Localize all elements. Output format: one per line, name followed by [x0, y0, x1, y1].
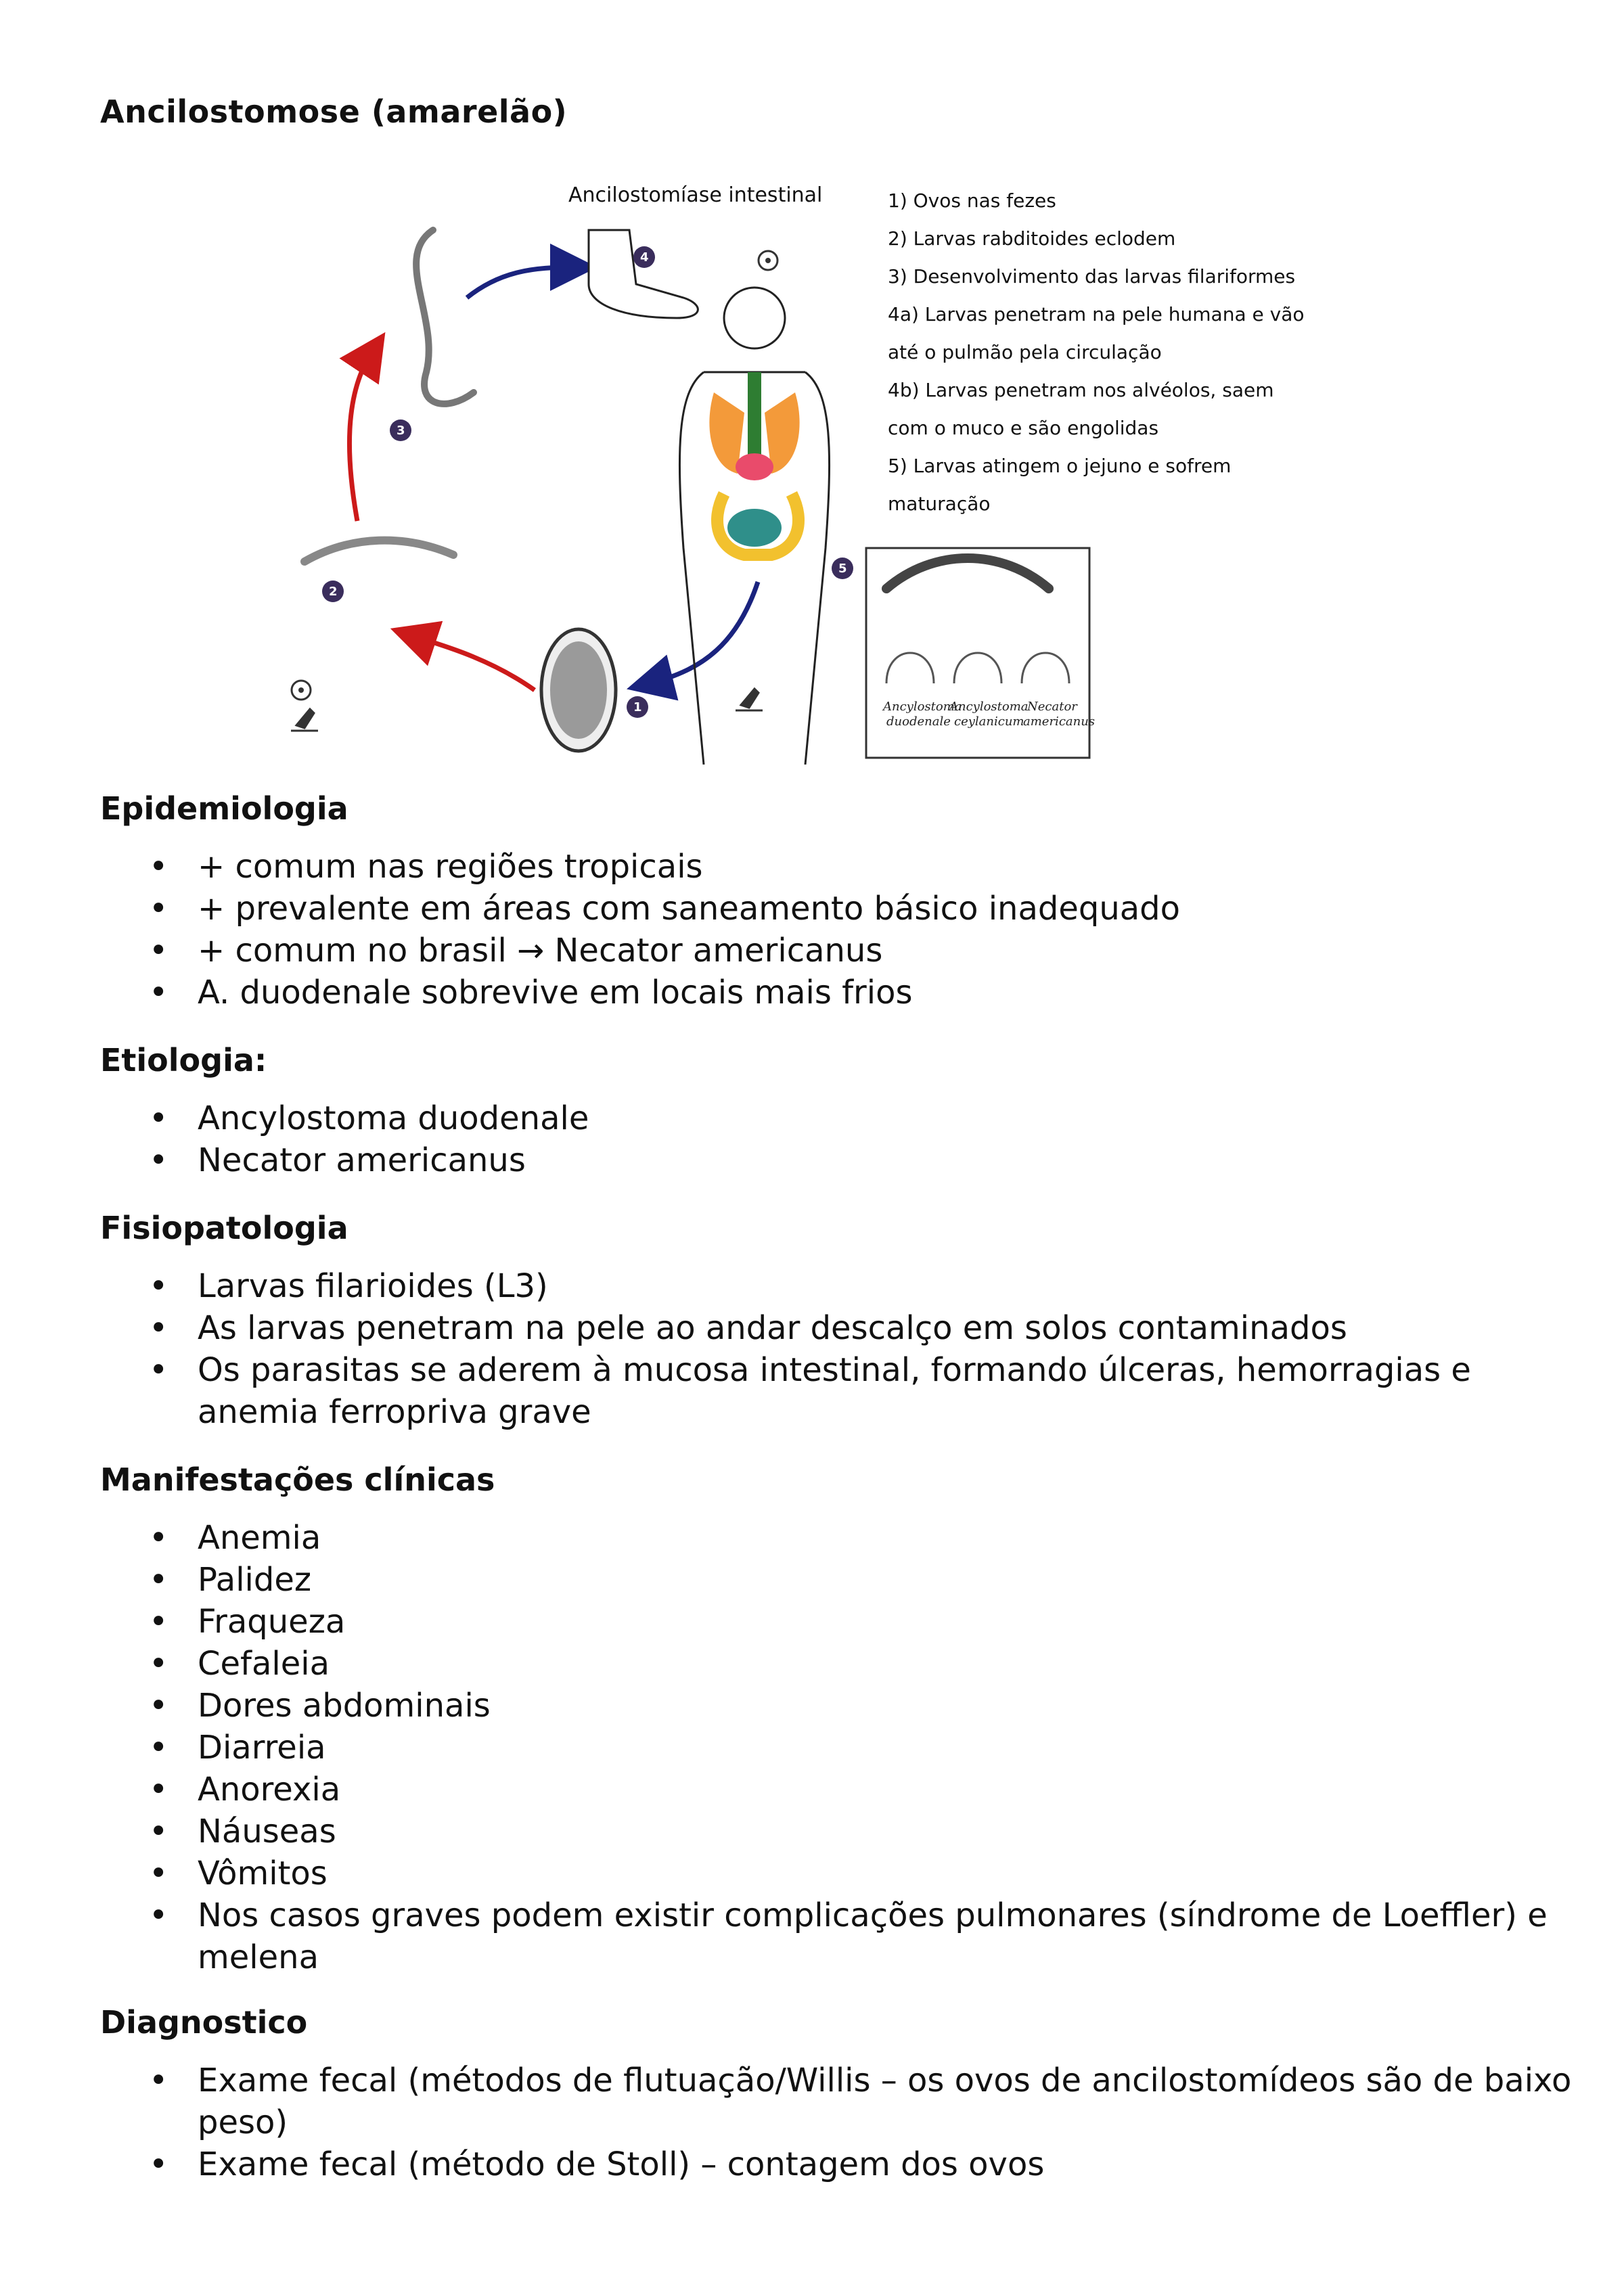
bullet-icon: •	[149, 1645, 168, 1683]
list-item: • Ancylostoma duodenale	[100, 1097, 1592, 1139]
list-item: • + prevalente em áreas com saneamento básico inadequado	[100, 888, 1592, 930]
bullet-icon: •	[149, 1141, 168, 1179]
bullet-icon: •	[149, 1309, 168, 1347]
bullet-icon: •	[149, 1729, 168, 1767]
biohazard-icon	[292, 681, 311, 700]
list-item: • Nos casos graves podem existir complicações pulmonares (síndrome de Loeffler) e melena	[100, 1894, 1592, 1978]
bullet-icon: •	[149, 1855, 168, 1892]
bullet-icon: •	[149, 974, 168, 1012]
list-item: • Fraqueza	[100, 1601, 1592, 1643]
section-heading: Fisiopatologia	[100, 1210, 348, 1246]
section-etiologia	[100, 1042, 1592, 1181]
bullet-icon: •	[149, 1687, 168, 1725]
legend-line: 4b) Larvas penetram nos alvéolos, saem	[888, 379, 1274, 401]
list-item: • Palidez	[100, 1559, 1592, 1601]
section-heading: Epidemiologia	[100, 790, 348, 827]
legend-line: 2) Larvas rabditoides eclodem	[888, 227, 1176, 250]
life-cycle-figure	[271, 169, 1353, 765]
list-item: • Larvas filarioides (L3)	[100, 1265, 1592, 1307]
arrow-egg-to-larva	[413, 636, 535, 690]
arrow-to-foot	[467, 267, 574, 298]
bullet-list	[100, 2060, 1592, 2185]
list-item: • Náuseas	[100, 1811, 1592, 1853]
bullet-icon: •	[149, 1771, 168, 1809]
bullet-icon: •	[149, 1603, 168, 1641]
svg-text:1: 1	[633, 700, 642, 714]
microscope-icon	[291, 709, 318, 731]
document-title: Ancilostomose (amarelão)	[100, 93, 568, 130]
list-item: • A. duodenale sobrevive em locais mais frios	[100, 972, 1592, 1014]
bullet-icon: •	[149, 1896, 168, 1934]
bullet-icon: •	[149, 848, 168, 886]
section-heading: Diagnostico	[100, 2004, 308, 2041]
bullet-icon: •	[149, 2145, 168, 2183]
species-label: americanus	[1023, 714, 1096, 729]
stage-badge	[832, 558, 853, 579]
bullet-list	[100, 1517, 1592, 1978]
bullet-icon: •	[149, 1561, 168, 1599]
legend-line: 1) Ovos nas fezes	[888, 189, 1056, 212]
list-item: • Anorexia	[100, 1769, 1592, 1811]
arrow-to-feces	[650, 582, 758, 683]
stage-badge	[633, 246, 655, 268]
svg-text:5: 5	[838, 562, 847, 576]
list-item: • Cefaleia	[100, 1643, 1592, 1685]
list-item: • Anemia	[100, 1517, 1592, 1559]
stage-badge	[390, 419, 411, 441]
species-label: Ancylostoma	[949, 700, 1029, 714]
section-manifestacoes-clinicas	[100, 1461, 1592, 1978]
legend-line: 3) Desenvolvimento das larvas filariformes	[888, 265, 1296, 288]
bullet-icon: •	[149, 2062, 168, 2099]
section-heading: Etiologia:	[100, 1042, 267, 1078]
bullet-icon: •	[149, 1351, 168, 1389]
bullet-icon: •	[149, 1099, 168, 1137]
biohazard-icon	[759, 251, 777, 270]
species-label: Necator	[1027, 700, 1077, 714]
bullet-icon: •	[149, 932, 168, 970]
bullet-list	[100, 1097, 1592, 1181]
bullet-icon: •	[149, 1267, 168, 1305]
figure-title: Ancilostomíase intestinal	[568, 183, 823, 207]
svg-text:3: 3	[397, 424, 405, 438]
arrow-larva-to-filariform	[349, 352, 372, 521]
microscope-icon	[736, 689, 763, 710]
foot-icon	[589, 230, 698, 318]
bullet-icon: •	[149, 1813, 168, 1850]
legend-line: 4a) Larvas penetram na pele humana e vão	[888, 303, 1305, 325]
list-item: • As larvas penetram na pele ao andar descalço em solos contaminados	[100, 1307, 1592, 1349]
list-item: • Exame fecal (método de Stoll) – contagem dos ovos	[100, 2143, 1592, 2185]
bullet-list	[100, 1265, 1592, 1433]
species-label: duodenale	[886, 714, 951, 729]
legend-line: maturação	[888, 493, 991, 515]
svg-text:2: 2	[329, 585, 338, 599]
section-epidemiologia	[100, 790, 1592, 1014]
bullet-icon: •	[149, 1519, 168, 1557]
section-fisiopatologia	[100, 1210, 1592, 1433]
list-item: • + comum no brasil → Necator americanus	[100, 930, 1592, 972]
filariform-larva-icon	[416, 230, 474, 404]
figure-legend	[888, 189, 1305, 515]
legend-line: 5) Larvas atingem o jejuno e sofrem	[888, 455, 1232, 477]
species-label: ceylanicum	[954, 714, 1024, 729]
rhabditiform-larva-icon	[304, 541, 453, 562]
bullet-icon: •	[149, 890, 168, 928]
list-item: • Diarreia	[100, 1727, 1592, 1769]
list-item: • Vômitos	[100, 1853, 1592, 1894]
stage-badge	[627, 696, 648, 718]
stage-badge	[322, 581, 344, 602]
list-item: • Exame fecal (métodos de flutuação/Willis – os ovos de ancilostomídeos são de baixo peso)	[100, 2060, 1592, 2143]
species-label: Ancylostoma	[883, 700, 962, 714]
list-item: • Necator americanus	[100, 1139, 1592, 1181]
bullet-list	[100, 846, 1592, 1014]
list-item: • Dores abdominais	[100, 1685, 1592, 1727]
list-item: • Os parasitas se aderem à mucosa intestinal, formando úlceras, hemorragias e anemia ferropriva grave	[100, 1349, 1592, 1433]
list-item: • + comum nas regiões tropicais	[100, 846, 1592, 888]
section-diagnostico	[100, 2004, 1592, 2185]
svg-text:4: 4	[640, 250, 649, 265]
legend-line: até o pulmão pela circulação	[888, 341, 1162, 363]
section-heading: Manifestações clínicas	[100, 1461, 495, 1498]
legend-line: com o muco e são engolidas	[888, 417, 1159, 439]
